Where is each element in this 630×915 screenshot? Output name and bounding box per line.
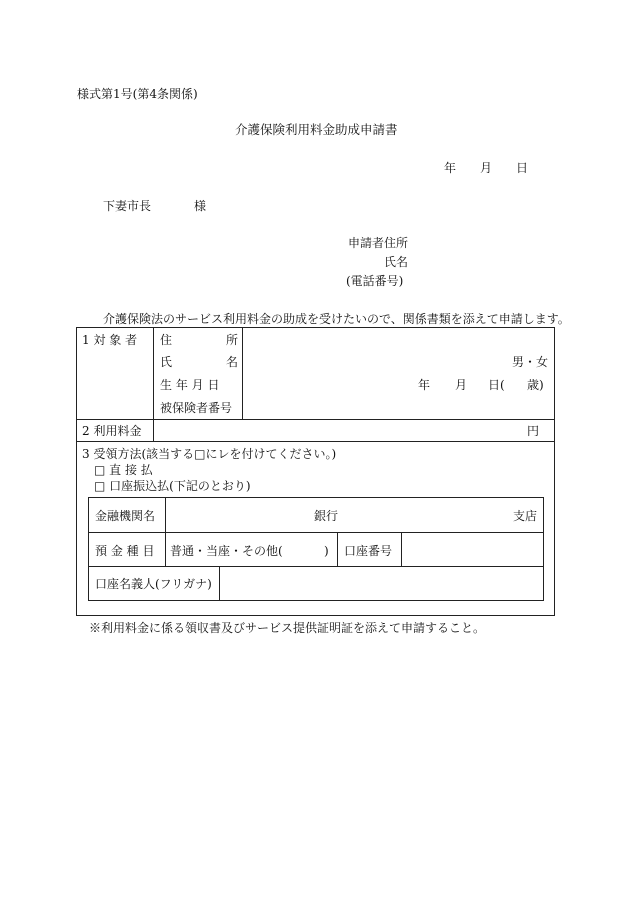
- applicant-name-label: 氏名: [384, 255, 409, 269]
- field-name-label-b: 名: [226, 355, 239, 369]
- deposit-type-label: 預 金 種 目: [95, 544, 155, 558]
- field-birthdate-label: 生 年 月 日: [160, 378, 220, 392]
- form-number: 様式第1号(第4条関係): [77, 87, 198, 101]
- birth-day-label: 日(: [488, 378, 505, 392]
- section2-divider-v: [153, 419, 154, 441]
- document-title: 介護保険利用料金助成申請書: [235, 122, 398, 137]
- intro-text: 介護保険法のサービス利用料金の助成を受けたいので、関係書類を添えて申請します。: [103, 312, 570, 326]
- gender-choice[interactable]: 男・女: [512, 355, 549, 369]
- section3-label: 3 受領方法(該当する□にレを付けてください。): [82, 447, 337, 461]
- account-number-label: 口座番号: [344, 544, 393, 558]
- field-name-label-a: 氏: [160, 355, 173, 369]
- bank-suffix: 銀行: [314, 509, 339, 523]
- account-holder-label: 口座名義人(フリガナ): [95, 577, 212, 591]
- field-insured-number-label: 被保険者番号: [160, 401, 233, 415]
- bank-divider-account-a: [337, 532, 338, 566]
- fee-unit: 円: [527, 424, 540, 438]
- option-direct-payment[interactable]: □ 直 接 払: [94, 463, 153, 477]
- addressee-name: 下妻市長: [103, 199, 152, 213]
- deposit-type-options[interactable]: 普通・当座・その他(: [170, 544, 283, 558]
- section2-bottom-line: [76, 441, 555, 442]
- date-year-label: 年: [444, 161, 457, 175]
- footnote: ※利用料金に係る領収書及びサービス提供証明証を添えて申請すること。: [89, 621, 486, 635]
- bank-name-label: 金融機関名: [95, 509, 156, 523]
- birth-year-label: 年: [418, 378, 431, 392]
- age-suffix: 歳): [527, 378, 544, 392]
- section1-divider-v1: [153, 327, 154, 419]
- bank-row1-line: [88, 532, 544, 533]
- bank-divider-account-b: [401, 532, 402, 566]
- applicant-address-label: 申請者住所: [348, 236, 409, 250]
- field-address-label-b: 所: [226, 333, 239, 347]
- addressee-honorific: 様: [194, 199, 207, 213]
- date-month-label: 月: [480, 161, 493, 175]
- section1-label: 1 対 象 者: [82, 333, 138, 347]
- option-bank-transfer[interactable]: □ 口座振込払(下記のとおり): [94, 479, 251, 493]
- field-address-label-a: 住: [160, 333, 173, 347]
- date-day-label: 日: [516, 161, 529, 175]
- bank-divider-holder: [219, 566, 220, 601]
- section1-bottom-line: [76, 419, 555, 420]
- applicant-phone-label: (電話番号): [346, 274, 404, 288]
- bank-label-divider: [165, 497, 166, 566]
- deposit-type-close: ): [324, 544, 329, 558]
- bank-row2-line: [88, 566, 544, 567]
- section1-divider-v2: [242, 327, 243, 419]
- section2-label: 2 利用料金: [82, 424, 142, 438]
- birth-month-label: 月: [455, 378, 468, 392]
- branch-suffix: 支店: [513, 509, 538, 523]
